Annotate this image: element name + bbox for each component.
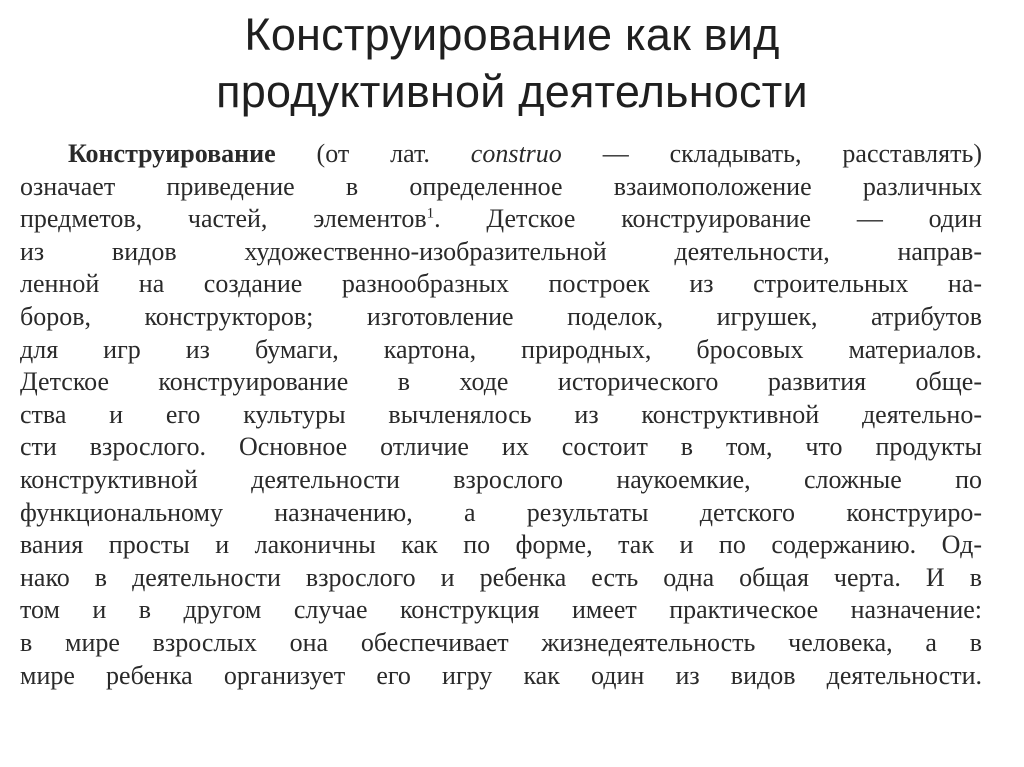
- text-line-16: в мире взрослых она обеспечивает жизнедеятельность человека, а в: [20, 627, 982, 657]
- latin-word: construo: [470, 139, 562, 168]
- footnote-marker: 1: [426, 205, 435, 222]
- text-fragment: . Детское конструирование — один: [434, 204, 982, 234]
- text-fragment: (от лат.: [275, 139, 471, 168]
- body-paragraph: [20, 138, 982, 692]
- text-line-13: вания просты и лаконичны как по форме, так и по содержанию. Од-: [20, 530, 982, 560]
- text-line-1: [20, 138, 982, 171]
- slide-title: [0, 6, 1024, 120]
- text-line-3: [20, 203, 982, 236]
- text-line-12: функциональному назначению, а результаты детского конструиро-: [20, 497, 982, 527]
- slide-title-line-1: Конструирование как вид: [244, 9, 780, 60]
- text-line-2: означает приведение в определенное взаимоположение различных: [20, 171, 982, 201]
- text-line-17: мире ребенка организует его игру как один из видов деятельности.: [20, 660, 982, 690]
- text-line-7: для игр из бумаги, картона, природных, бросовых материалов.: [20, 334, 982, 364]
- term-highlight: Конструирование: [68, 139, 276, 168]
- slide-title-line-2: продуктивной деятельности: [216, 66, 808, 117]
- text-line-6: боров, конструкторов; изготовление поделок, игрушек, атрибутов: [20, 301, 982, 331]
- text-line-5: ленной на создание разнообразных построек из строительных на-: [20, 269, 982, 299]
- text-fragment: предметов, частей, элементов: [20, 204, 427, 234]
- text-line-14: нако в деятельности взрослого и ребенка есть одна общая черта. И в: [20, 562, 982, 592]
- text-line-4: из видов художественно-изобразительной деятельности, направ-: [20, 236, 982, 266]
- text-line-9: ства и его культуры вычленялось из конструктивной деятельно-: [20, 399, 982, 429]
- text-fragment: — складывать, расставлять): [561, 139, 982, 168]
- text-line-8: Детское конструирование в ходе исторического развития обще-: [20, 367, 982, 397]
- text-line-10: сти взрослого. Основное отличие их состоит в том, что продукты: [20, 432, 982, 462]
- text-line-15: том и в другом случае конструкция имеет практическое назначение:: [20, 595, 982, 625]
- text-line-11: конструктивной деятельности взрослого наукоемкие, сложные по: [20, 464, 982, 494]
